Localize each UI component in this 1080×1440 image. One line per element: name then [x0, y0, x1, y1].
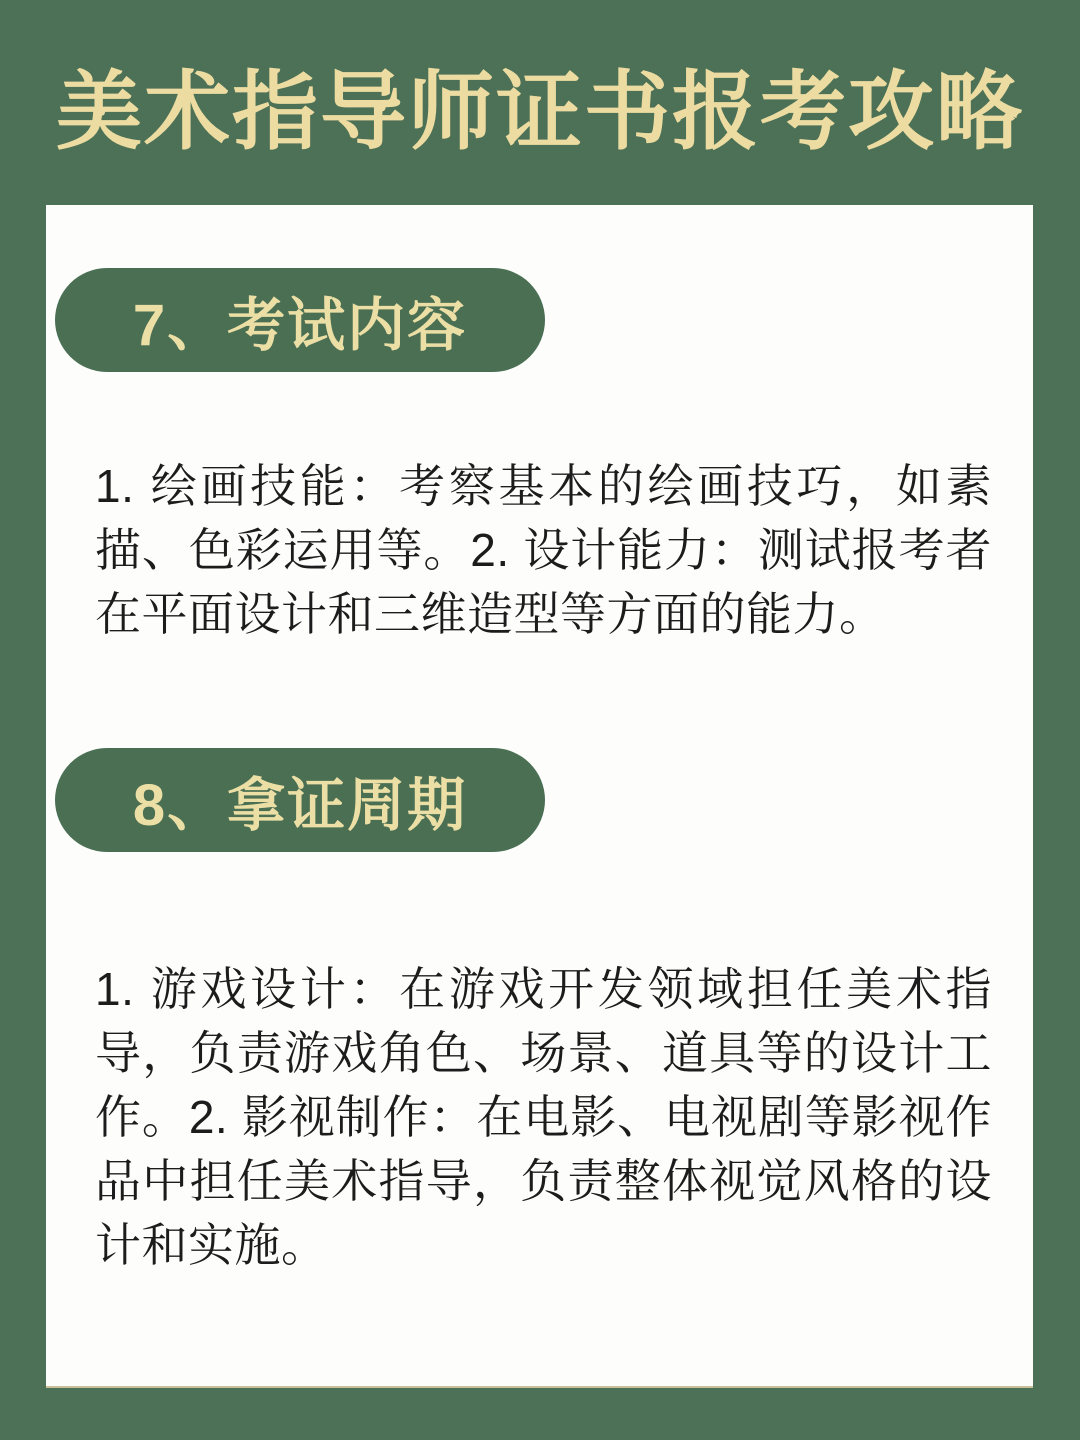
section-body-certificate-cycle: 1. 游戏设计：在游戏开发领域担任美术指导，负责游戏角色、场景、道具等的设计工作。2. 影视制作：在电影、电视剧等影视作品中担任美术指导，负责整体视觉风格的设计和实施。 — [95, 963, 992, 1271]
section-badge-certificate-cycle-label: 8、拿证周期 — [132, 773, 468, 838]
poster-title: 美术指导师证书报考攻略 — [56, 61, 1024, 162]
section-badge-exam-content-label: 7、考试内容 — [132, 293, 468, 358]
section-badge-exam-content — [55, 268, 545, 372]
section-badge-certificate-cycle — [55, 748, 545, 852]
section-body-exam-content: 1. 绘画技能：考察基本的绘画技巧，如素描、色彩运用等。2. 设计能力：测试报考者在平面设计和三维造型等方面的能力。 — [95, 460, 992, 640]
content-card — [46, 205, 1033, 1388]
